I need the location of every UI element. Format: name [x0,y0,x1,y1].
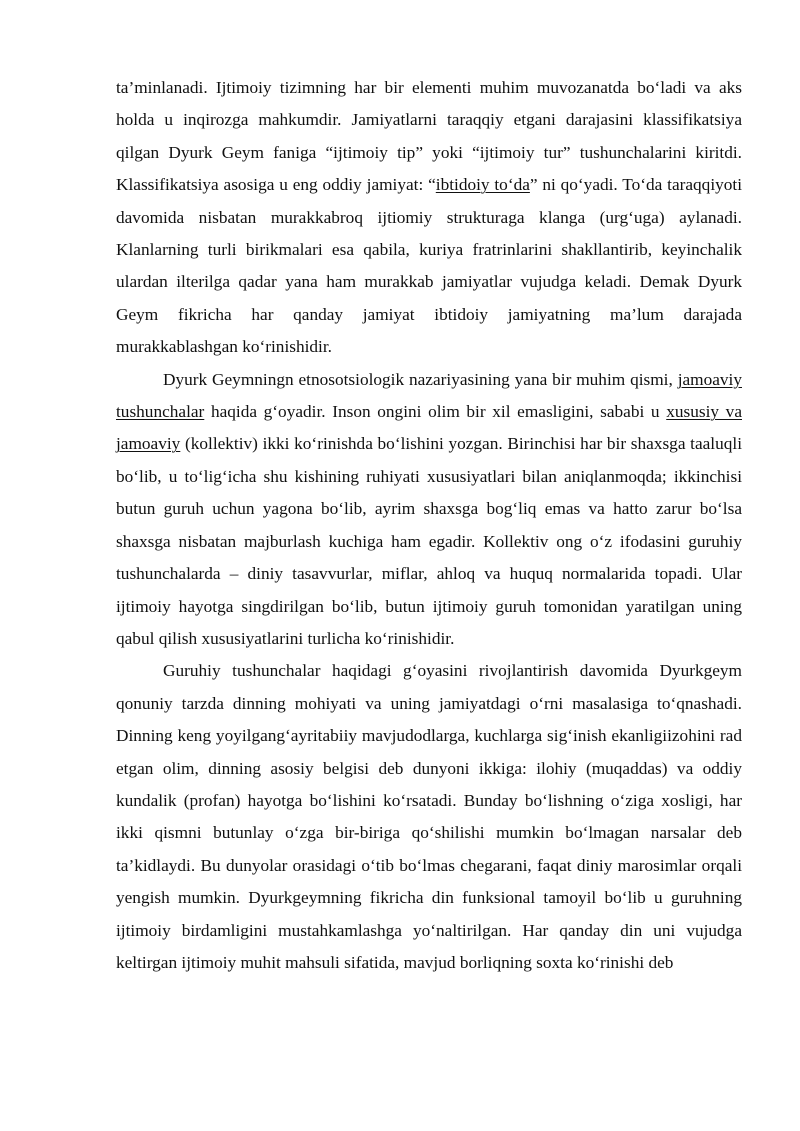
text-run: Guruhiy tushunchalar haqidagi g‘oyasini rivojlantirish davomida Dyurkgeym qonuniy tarzda dinning mohiyati va uning jamiyatdagi o‘rni masalasiga to‘qnashadi. Dinning keng yoyilgang‘ayritabiiy mavjudodlarga, kuchlarga sig‘inish ekanligiizohini rad etgan olim, dinning asosiy belgisi deb dunyoni ikkiga: ilohiy (muqaddas) va oddiy kundalik (profan) hayotga bo‘lishini ko‘rsatadi. Bunday bo‘lishning o‘ziga xosligi, har ikki qismni butunlay o‘zga bir-biriga qo‘shilishi mumkin bo‘lmagan narsalar deb ta’kidlaydi. Bu dunyolar orasidagi o‘tib bo‘lmas chegarani, faqat diniy marosimlar orqali yengish mumkin. Dyurkgeymning fikricha din funksional tamoyil bo‘lib u guruhning ijtimoiy birdamligini mustahkamlashga yo‘naltirilgan. Har qanday din uni vujudga keltirgan ijtimoiy muhit mahsuli sifatida, mavjud borliqning soxta ko‘rinishi deb [116,661,742,972]
underlined-term: xususiy va jamoaviy [116,402,742,454]
paragraph-2 [116,364,742,656]
text-run: ta’minlanadi. Ijtimoiy tizimning har bir elementi muhim muvozanatda bo‘ladi va aks holda u inqirozga mahkumdir. Jamiyatlarni taraqqiy etgani darajasini klassifikatsiya qilgan Dyurk Geym faniga “ijtimoiy tip” yoki “ijtimoiy tur” tushunchalarini kiritdi. Klassifikatsiya asosiga u eng oddiy jamiyat: “ [116,78,742,195]
text-run: (kollektiv) ikki ko‘rinishda bo‘lishini yozgan. Birinchisi har bir shaxsga taaluqli bo‘lib, u to‘lig‘icha shu kishining ruhiyati xususiyatlari bilan aniqlanmoqda; ikkinchisi butun guruh uchun yagona bo‘lib, ayrim shaxsga bog‘liq emas va hatto zarur bo‘lsa shaxsga nisbatan majburlash kuchiga ham egadir. Kollektiv ong o‘z ifodasini guruhiy tushunchalarda – diniy tasavvurlar, miflar, ahloq va huquq normalarida topadi. Ular ijtimoiy hayotga singdirilgan bo‘lib, butun ijtimoiy guruh tomonidan yaratilgan uning qabul qilish xususiyatlarini turlicha ko‘rinishidir. [116,434,742,648]
paragraph-3 [116,655,742,979]
paragraph-1 [116,72,742,364]
underlined-term: ibtidoiy to‘da [435,175,530,195]
document-body [116,72,742,979]
text-run: Dyurk Geymningn etnosotsiologik nazariyasining yana bir muhim qismi, [163,369,678,389]
text-run: haqida g‘oyadir. Inson ongini olim bir xil emasligini, sababi u [204,402,667,422]
text-run: ” ni qo‘yadi. To‘da taraqqiyoti davomida nisbatan murakkabroq ijtiomiy strukturaga klanga (urg‘uga) aylanadi. Klanlarning turli birikmalari esa qabila, kuriya fratrinlarini shakllantirib, keyinchalik ulardan ilterilga qadar yana ham murakkab jamiyatlar vujudga keladi. Demak Dyurk Geym fikricha har qanday jamiyat ibtidoiy jamiyatning ma’lum darajada murakkablashgan ko‘rinishidir. [116,175,743,357]
underlined-term: jamoaviy tushunchalar [116,369,742,422]
